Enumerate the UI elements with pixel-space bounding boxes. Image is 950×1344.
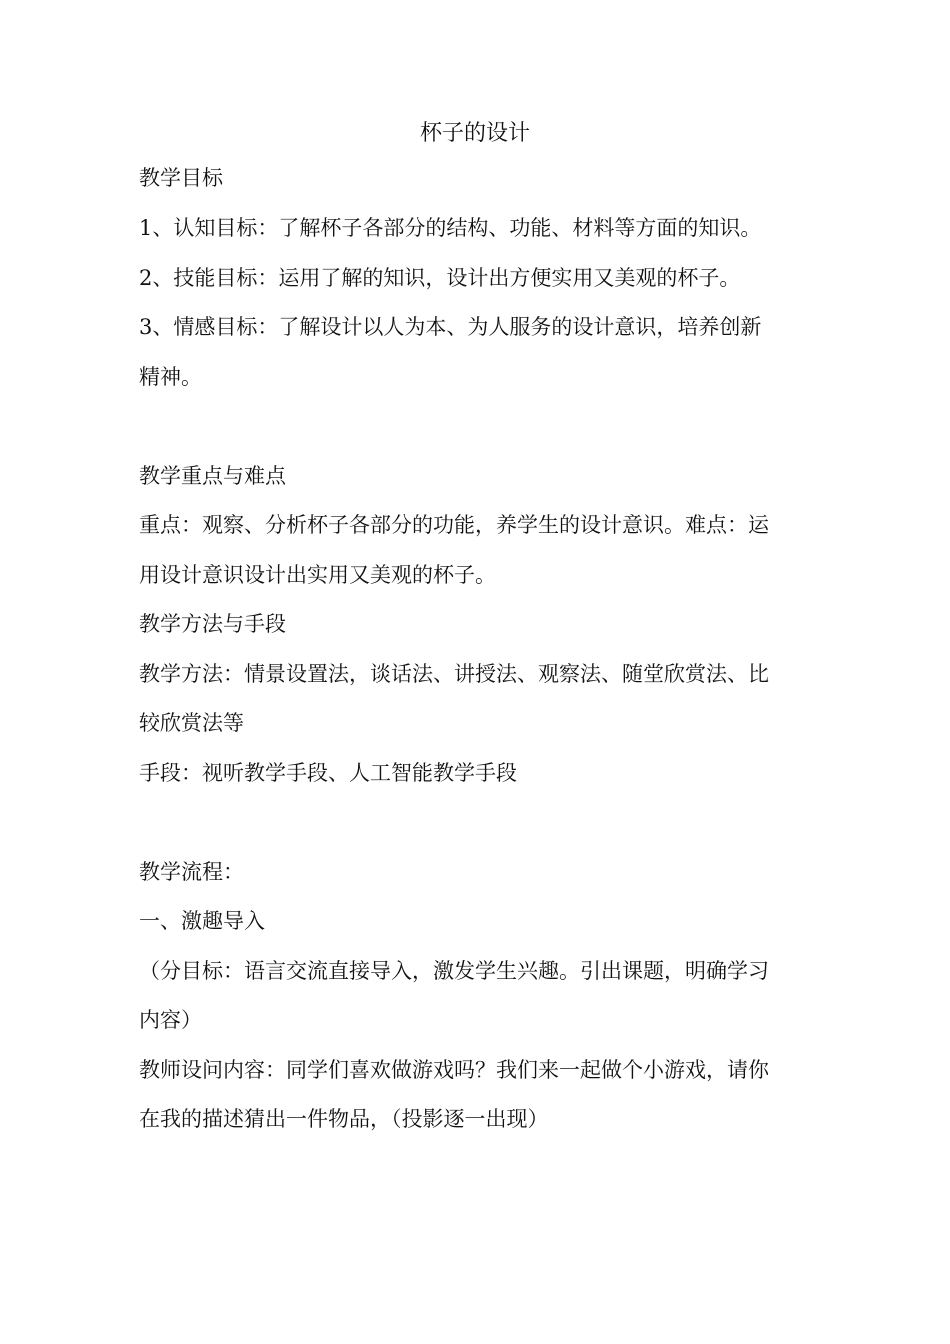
methods-text-continued: 较欣赏法等	[139, 711, 244, 735]
teacher-question-text-continued: 在我的描述猜出一件物品，（投影逐一出现）	[139, 1107, 549, 1131]
teacher-question-text: 教师设问内容：同学们喜欢做游戏吗？我们来一起做个小游戏，请你	[139, 1058, 769, 1082]
heading-teaching-process: 教学流程：	[139, 860, 244, 884]
sub-objective-text: （分目标：语言交流直接导入，激发学生兴趣。引出课题，明确学习	[139, 959, 769, 983]
methods-text: 教学方法：情景设置法，谈话法、讲授法、观察法、随堂欣赏法、比	[139, 662, 769, 686]
objective-emotional: 3、情感目标：了解设计以人为本、为人服务的设计意识，培养创新	[139, 315, 762, 339]
section-introduction: 一、激趣导入	[139, 909, 265, 933]
key-points-text-continued: 用设计意识设计出实用又美观的杯子。	[139, 563, 496, 587]
objective-skill: 2、技能目标：运用了解的知识，设计出方便实用又美观的杯子。	[139, 266, 741, 290]
key-points-text: 重点：观察、分析杯子各部分的功能，养学生的设计意识。难点：运	[139, 513, 769, 537]
means-text: 手段：视听教学手段、人工智能教学手段	[139, 761, 517, 785]
heading-key-points: 教学重点与难点	[139, 464, 286, 488]
objective-cognitive: 1、认知目标：了解杯子各部分的结构、功能、材料等方面的知识。	[139, 216, 762, 240]
heading-methods: 教学方法与手段	[139, 612, 286, 636]
heading-teaching-objectives: 教学目标	[139, 166, 223, 190]
document-title: 杯子的设计	[419, 121, 530, 146]
objective-emotional-continued: 精神。	[139, 365, 202, 389]
sub-objective-text-continued: 内容）	[139, 1008, 202, 1032]
